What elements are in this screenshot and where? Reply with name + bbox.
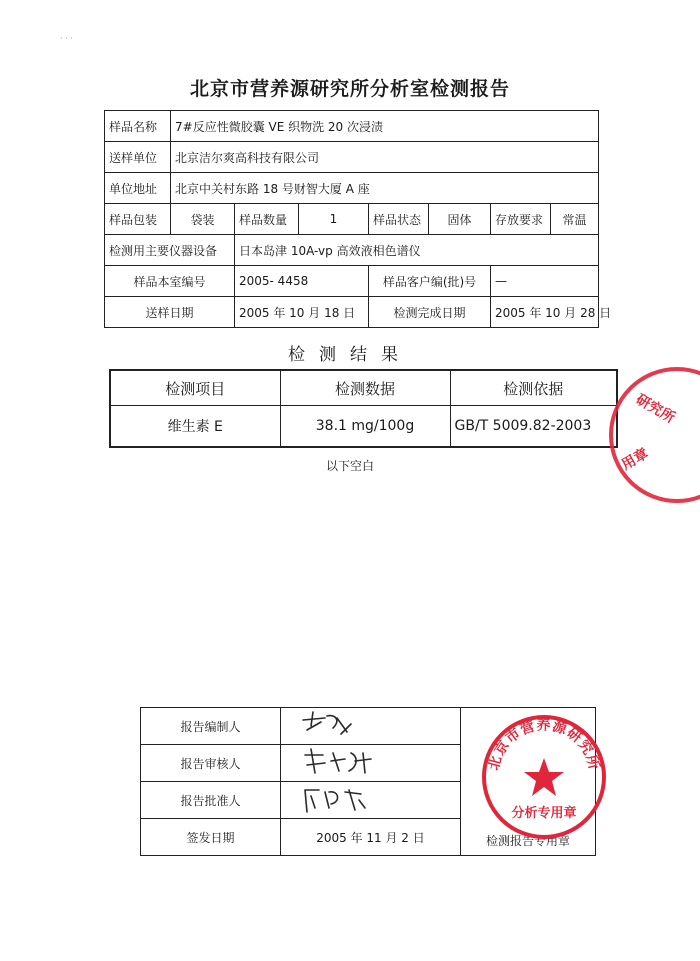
- sample-attributes-row: [105, 204, 599, 235]
- report-title: 北京市营养源研究所分析室检测报告: [189, 78, 510, 100]
- issue-date-value: 2005 年 11 月 2 日: [281, 819, 461, 856]
- address-label: 单位地址: [105, 173, 171, 204]
- state-value: 固体: [429, 204, 491, 235]
- storage-label: 存放要求: [491, 204, 551, 235]
- seal-star-icon: [524, 758, 564, 796]
- reviewed-by-label: 报告审核人: [141, 745, 281, 782]
- stamp-caption: 检测报告专用章: [485, 834, 570, 848]
- results-section-title: 检测结果: [288, 345, 412, 365]
- client-number-label: 样品客户编(批)号: [369, 266, 491, 297]
- sender-unit-value: 北京洁尔爽高科技有限公司: [171, 142, 599, 173]
- scan-corner-mark: · · ·: [60, 34, 73, 43]
- sample-name-value: 7#反应性微胶囊 VE 织物洗 20 次浸渍: [171, 111, 599, 142]
- partial-seal-top-text: 研究所: [633, 391, 678, 427]
- issue-date-label: 签发日期: [141, 819, 281, 856]
- state-label: 样品状态: [369, 204, 429, 235]
- complete-date-label: 检测完成日期: [369, 297, 491, 328]
- reviewed-by-signature: [281, 745, 461, 782]
- quantity-value: 1: [299, 204, 369, 235]
- seal-bottom-text: 分析专用章: [511, 806, 577, 821]
- partial-seal-stamp: [595, 360, 700, 510]
- signature-prepared: [285, 710, 365, 740]
- results-header-basis: 检测依据: [450, 370, 617, 406]
- client-number-value: —: [491, 266, 599, 297]
- prepared-by-signature: [281, 708, 461, 745]
- end-of-results-note: 以下空白: [325, 459, 374, 473]
- send-date-label: 送样日期: [105, 297, 235, 328]
- signature-approved: [285, 784, 385, 814]
- package-label: 样品包装: [105, 204, 171, 235]
- result-item: 维生素 E: [110, 406, 280, 448]
- results-table: [109, 369, 618, 448]
- address-value: 北京中关村东路 18 号财智大厦 A 座: [171, 173, 599, 204]
- result-basis: GB/T 5009.82-2003: [450, 406, 617, 448]
- send-date-value: 2005 年 10 月 18 日: [235, 297, 369, 328]
- sender-unit-label: 送样单位: [105, 142, 171, 173]
- lab-number-label: 样品本室编号: [105, 266, 235, 297]
- seal-org-text: 北京市营养源研究所: [486, 717, 602, 773]
- instrument-value: 日本岛津 10A-vp 高效液相色谱仪: [235, 235, 599, 266]
- sender-unit-row: [105, 142, 599, 173]
- signature-reviewed: [285, 747, 385, 777]
- instrument-label: 检测用主要仪器设备: [105, 235, 235, 266]
- dates-row: [105, 297, 599, 328]
- complete-date-value: 2005 年 10 月 28 日: [491, 297, 599, 328]
- table-row: [110, 406, 617, 448]
- results-header-row: [110, 370, 617, 406]
- package-value: 袋装: [171, 204, 235, 235]
- storage-value: 常温: [551, 204, 599, 235]
- approved-by-label: 报告批准人: [141, 782, 281, 819]
- partial-seal-bottom-text: 用章: [619, 445, 652, 474]
- sample-name-row: [105, 111, 599, 142]
- official-seal-stamp: [479, 712, 609, 842]
- approved-by-signature: [281, 782, 461, 819]
- address-row: [105, 173, 599, 204]
- prepared-by-label: 报告编制人: [141, 708, 281, 745]
- sample-info-table: [104, 110, 612, 328]
- lab-number-value: 2005- 4458: [235, 266, 369, 297]
- instrument-row: [105, 235, 599, 266]
- quantity-label: 样品数量: [235, 204, 299, 235]
- results-header-item: 检测项目: [110, 370, 280, 406]
- sample-name-label: 样品名称: [105, 111, 171, 142]
- lab-number-row: [105, 266, 599, 297]
- result-data: 38.1 mg/100g: [280, 406, 450, 448]
- results-header-data: 检测数据: [280, 370, 450, 406]
